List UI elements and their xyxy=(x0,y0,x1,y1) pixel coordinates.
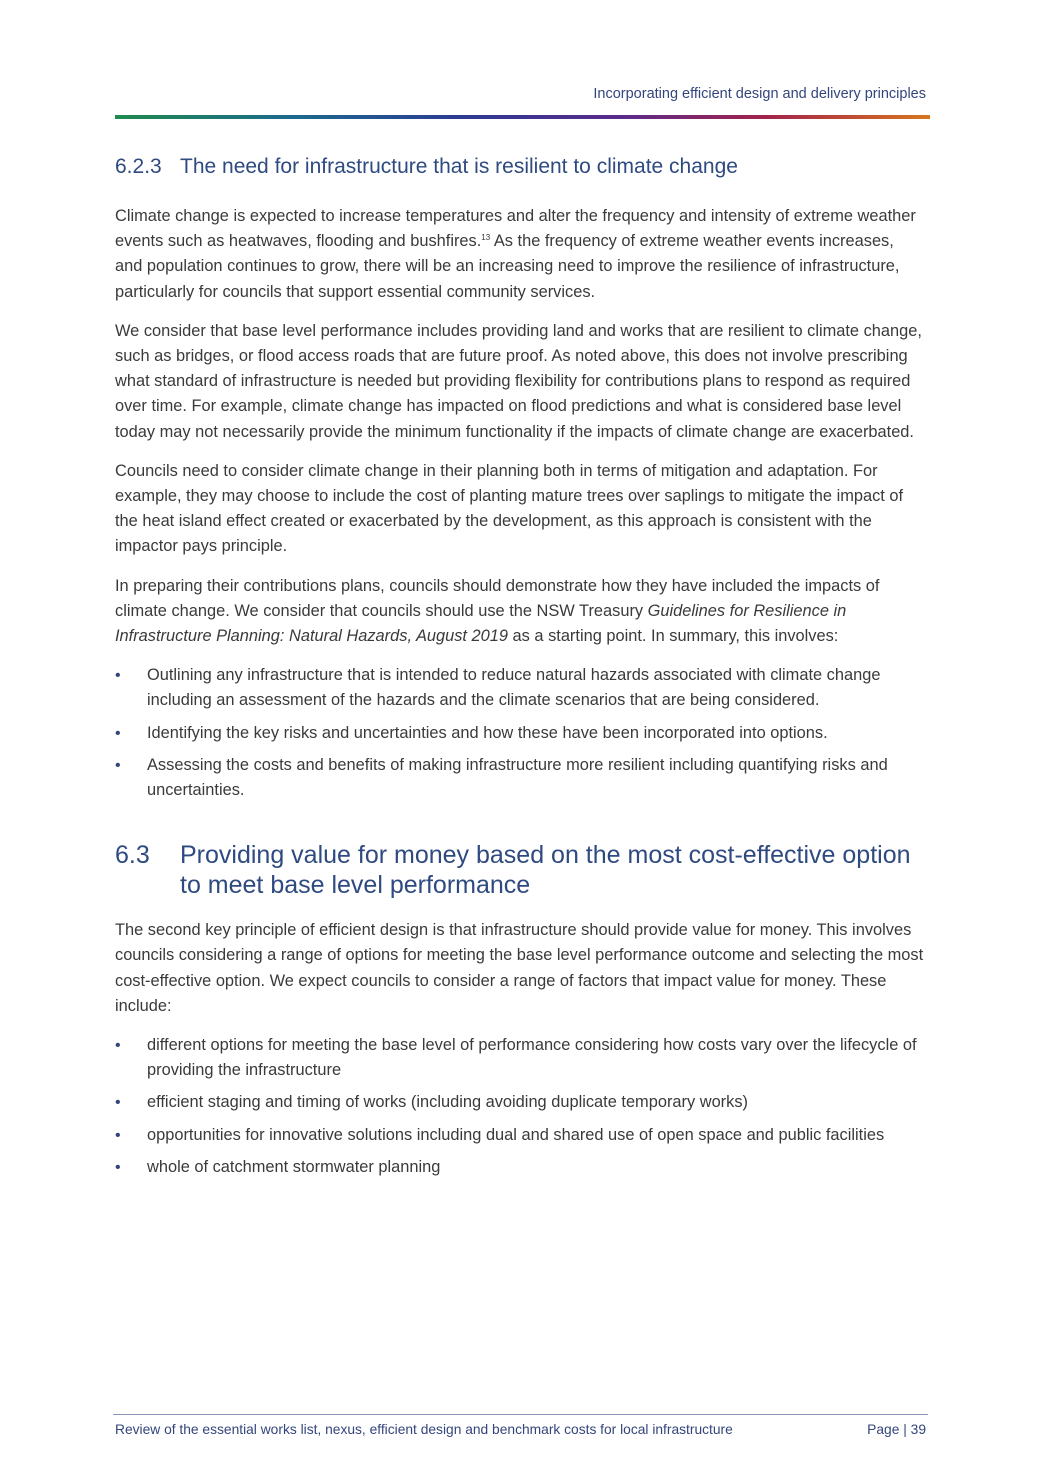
list-item: • efficient staging and timing of works (including avoiding duplicate temporary works) xyxy=(115,1090,925,1115)
header-gradient-rule xyxy=(115,115,930,119)
page-number: Page | 39 xyxy=(867,1422,926,1437)
section-6-2-3-heading xyxy=(115,152,925,182)
guidelines-title: Guidelines for Resilience in Infrastructure Planning: Natural Hazards, August 2019 xyxy=(115,601,847,646)
footnote-ref[interactable]: 13 xyxy=(481,233,491,243)
section-title: The need for infrastructure that is resilient to climate change xyxy=(180,155,738,178)
paragraph-mitigation: Councils need to consider climate change in their planning both in terms of mitigation and adaptation. For example, they may choose to include the cost of planting mature trees over saplings to mitigate the impact of the heat island effect created or exacerbated by the development, as this approach is consistent with the impactor pays principle. xyxy=(115,461,904,556)
list-item: • whole of catchment stormwater planning xyxy=(115,1155,925,1180)
footer-rule xyxy=(113,1414,928,1415)
page-content xyxy=(115,152,925,1194)
paragraph-climate-change: Climate change is expected to increase temperatures and alter the frequency and intensity of extreme weather events such as heatwaves, flooding and bushfires.$^{13}$ As the frequency of extreme weather events increases, and population continues to grow, there will be an increasing need to improve the resilience of infrastructure, particularly for councils that support essential community services. xyxy=(115,207,916,301)
list-item: • different options for meeting the base level of performance considering how costs vary over the lifecycle of providing the infrastructure xyxy=(115,1033,925,1083)
section-title: Providing value for money based on the most cost-effective option to meet base level performance xyxy=(180,841,911,900)
section-number: 6.2.3 xyxy=(115,155,162,178)
running-header: Incorporating efficient design and delivery principles xyxy=(593,86,926,102)
paragraph-treasury-guidelines: In preparing their contributions plans, councils should demonstrate how they have included the impacts of climate change. We consider that councils should use the NSW Treasury Guidelines for Resilience in Infrastructure Planning: Natural Hazards, August 2019 as a starting point. In summary, this involves: xyxy=(115,576,880,646)
list-item: • Assessing the costs and benefits of making infrastructure more resilient including quantifying risks and uncertainties. xyxy=(115,753,925,803)
section-number: 6.3 xyxy=(115,841,150,870)
list-item: • Identifying the key risks and uncertainties and how these have been incorporated into options. xyxy=(115,721,925,746)
resilience-bullet-list xyxy=(115,663,925,803)
value-bullet-list xyxy=(115,1033,925,1180)
paragraph-value-for-money: The second key principle of efficient design is that infrastructure should provide value for money. This involves councils considering a range of options for meeting the base level performance outcome and selecting the most cost-effective option. We expect councils to consider a range of factors that impact value for money. These include: xyxy=(115,921,924,1015)
paragraph-base-level: We consider that base level performance includes providing land and works that are resilient to climate change, such as bridges, or flood access roads that are future proof. As noted above, this does not involve prescribing what standard of infrastructure is needed but providing flexibility for contributions plans to respond as required over time. For example, climate change has impacted on flood predictions and what is considered base level today may not necessarily provide the minimum functionality if the impacts of climate change are exacerbated. xyxy=(115,321,922,441)
list-item: • Outlining any infrastructure that is intended to reduce natural hazards associated with climate change including an assessment of the hazards and the climate scenarios that are being considered. xyxy=(115,663,925,713)
section-6-3-heading xyxy=(115,840,925,900)
list-item: • opportunities for innovative solutions including dual and shared use of open space and public facilities xyxy=(115,1123,925,1148)
footer-document-title: Review of the essential works list, nexus, efficient design and benchmark costs for local infrastructure xyxy=(115,1422,733,1437)
